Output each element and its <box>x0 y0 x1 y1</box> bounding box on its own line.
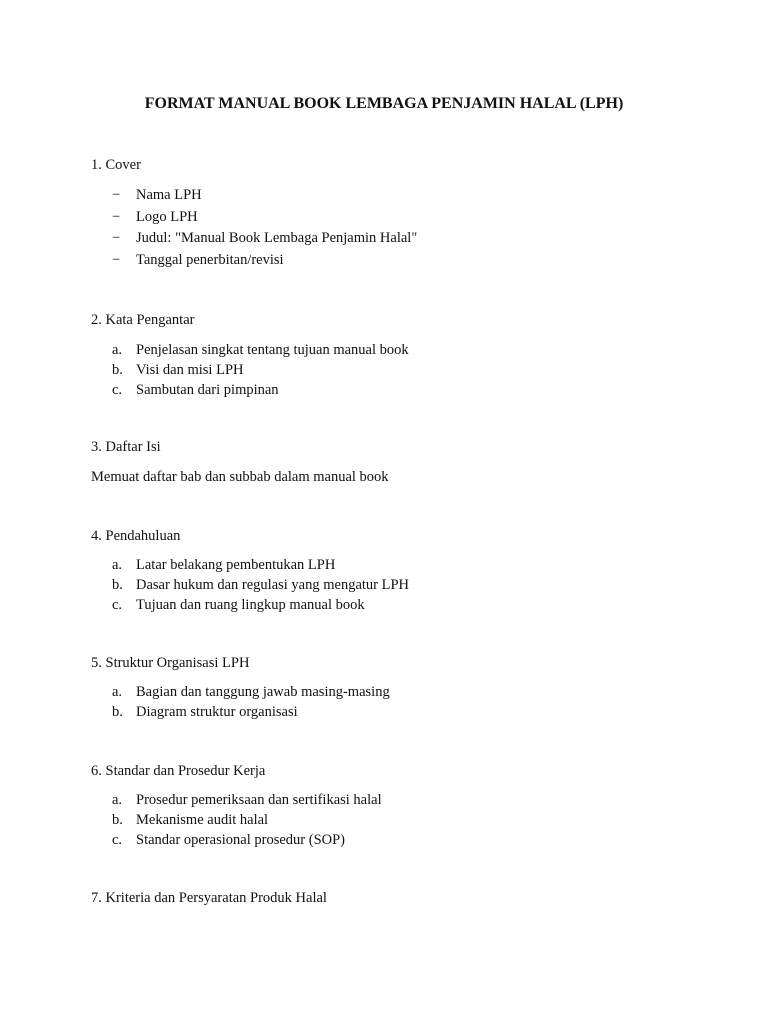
list-item-text: Logo LPH <box>136 208 198 225</box>
section-heading-struktur-organisasi: 5. Struktur Organisasi LPH <box>91 655 250 671</box>
section-heading-daftar-isi: 3. Daftar Isi <box>91 439 161 455</box>
document-title: FORMAT MANUAL BOOK LEMBAGA PENJAMIN HALAL (LPH) <box>144 95 624 112</box>
list-item-text: Dasar hukum dan regulasi yang mengatur LPH <box>136 577 410 593</box>
section-heading-pendahuluan: 4. Pendahuluan <box>91 528 181 544</box>
list-marker: a. <box>112 557 123 573</box>
list-item-text: Visi dan misi LPH <box>136 362 244 378</box>
section-heading-standar-prosedur: 6. Standar dan Prosedur Kerja <box>91 763 266 779</box>
daftar-isi-paragraph: Memuat daftar bab dan subbab dalam manual book <box>91 469 389 485</box>
list-item-text: Nama LPH <box>136 187 202 203</box>
list-item-text: Tujuan dan ruang lingkup manual book <box>136 597 365 613</box>
list-marker: a. <box>112 342 123 358</box>
list-item-text: Bagian dan tanggung jawab masing-masing <box>136 684 390 700</box>
section-heading-cover: 1. Cover <box>91 157 141 173</box>
list-marker: − <box>112 251 121 268</box>
list-marker: b. <box>112 812 123 828</box>
section-heading-kriteria-persyaratan: 7. Kriteria dan Persyaratan Produk Halal <box>91 890 327 906</box>
list-item-text: Mekanisme audit halal <box>136 812 269 828</box>
list-item-text: Tanggal penerbitan/revisi <box>136 251 284 268</box>
list-marker: a. <box>112 792 123 808</box>
list-item-text: Standar operasional prosedur (SOP) <box>136 832 345 848</box>
list-marker: a. <box>112 684 123 700</box>
list-item-text: Latar belakang pembentukan LPH <box>136 557 336 573</box>
list-marker: c. <box>112 832 123 848</box>
list-marker: c. <box>112 597 123 613</box>
list-item-text: Judul: "Manual Book Lembaga Penjamin Halal" <box>136 230 418 246</box>
list-marker: − <box>112 187 121 203</box>
list-item-text: Diagram struktur organisasi <box>136 704 298 720</box>
list-marker: b. <box>112 704 123 720</box>
list-item-text: Penjelasan singkat tentang tujuan manual book <box>136 342 409 358</box>
list-marker: − <box>112 230 121 246</box>
list-item-text: Sambutan dari pimpinan <box>136 382 279 398</box>
list-marker: − <box>112 208 121 225</box>
list-marker: b. <box>112 362 123 378</box>
list-marker: c. <box>112 382 123 398</box>
list-item-text: Prosedur pemeriksaan dan sertifikasi halal <box>136 792 382 808</box>
list-marker: b. <box>112 577 123 593</box>
section-heading-kata-pengantar: 2. Kata Pengantar <box>91 312 195 328</box>
